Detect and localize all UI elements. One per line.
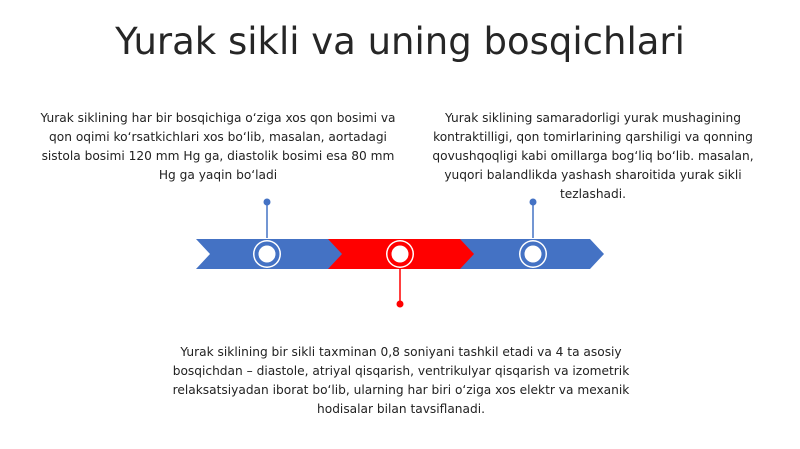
text-block-bottom: Yurak siklining bir sikli taxminan 0,8 soniyani tashkil etadi va 4 ta asosiy bosqichdan – diastole, atriyal qisqarish, ventrikulyar qisqarish va izometrik relaksatsiyadan iborat bo‘lib, ularning har biri o‘ziga xos elektr va mexanik hodisalar bilan tavsiflanadi. — [172, 345, 630, 416]
connector-left-dot — [264, 199, 271, 206]
slide-title: Yurak sikli va uning bosqichlari — [115, 20, 685, 63]
connector-center-dot — [397, 301, 404, 308]
connector-right-dot — [530, 199, 537, 206]
text-block-left: Yurak siklining har bir bosqichiga o‘ziga xos qon bosimi va qon oqimi ko‘rsatkichlari xos bo‘lib, masalan, aortadagi sistola bosimi 120 mm Hg ga, diastolik bosimi esa 80 mm Hg ga yaqin bo‘ladi — [40, 111, 396, 182]
text-block-right: Yurak siklining samaradorligi yurak mushagining kontraktilligi, qon tomirlarining qarshiligi va qonning qovushqoqligi kabi omillarga bog‘liq bo‘lib. masalan, yuqori balandlikda yashash sharoitida yurak sikli tezlashadi. — [432, 111, 754, 201]
